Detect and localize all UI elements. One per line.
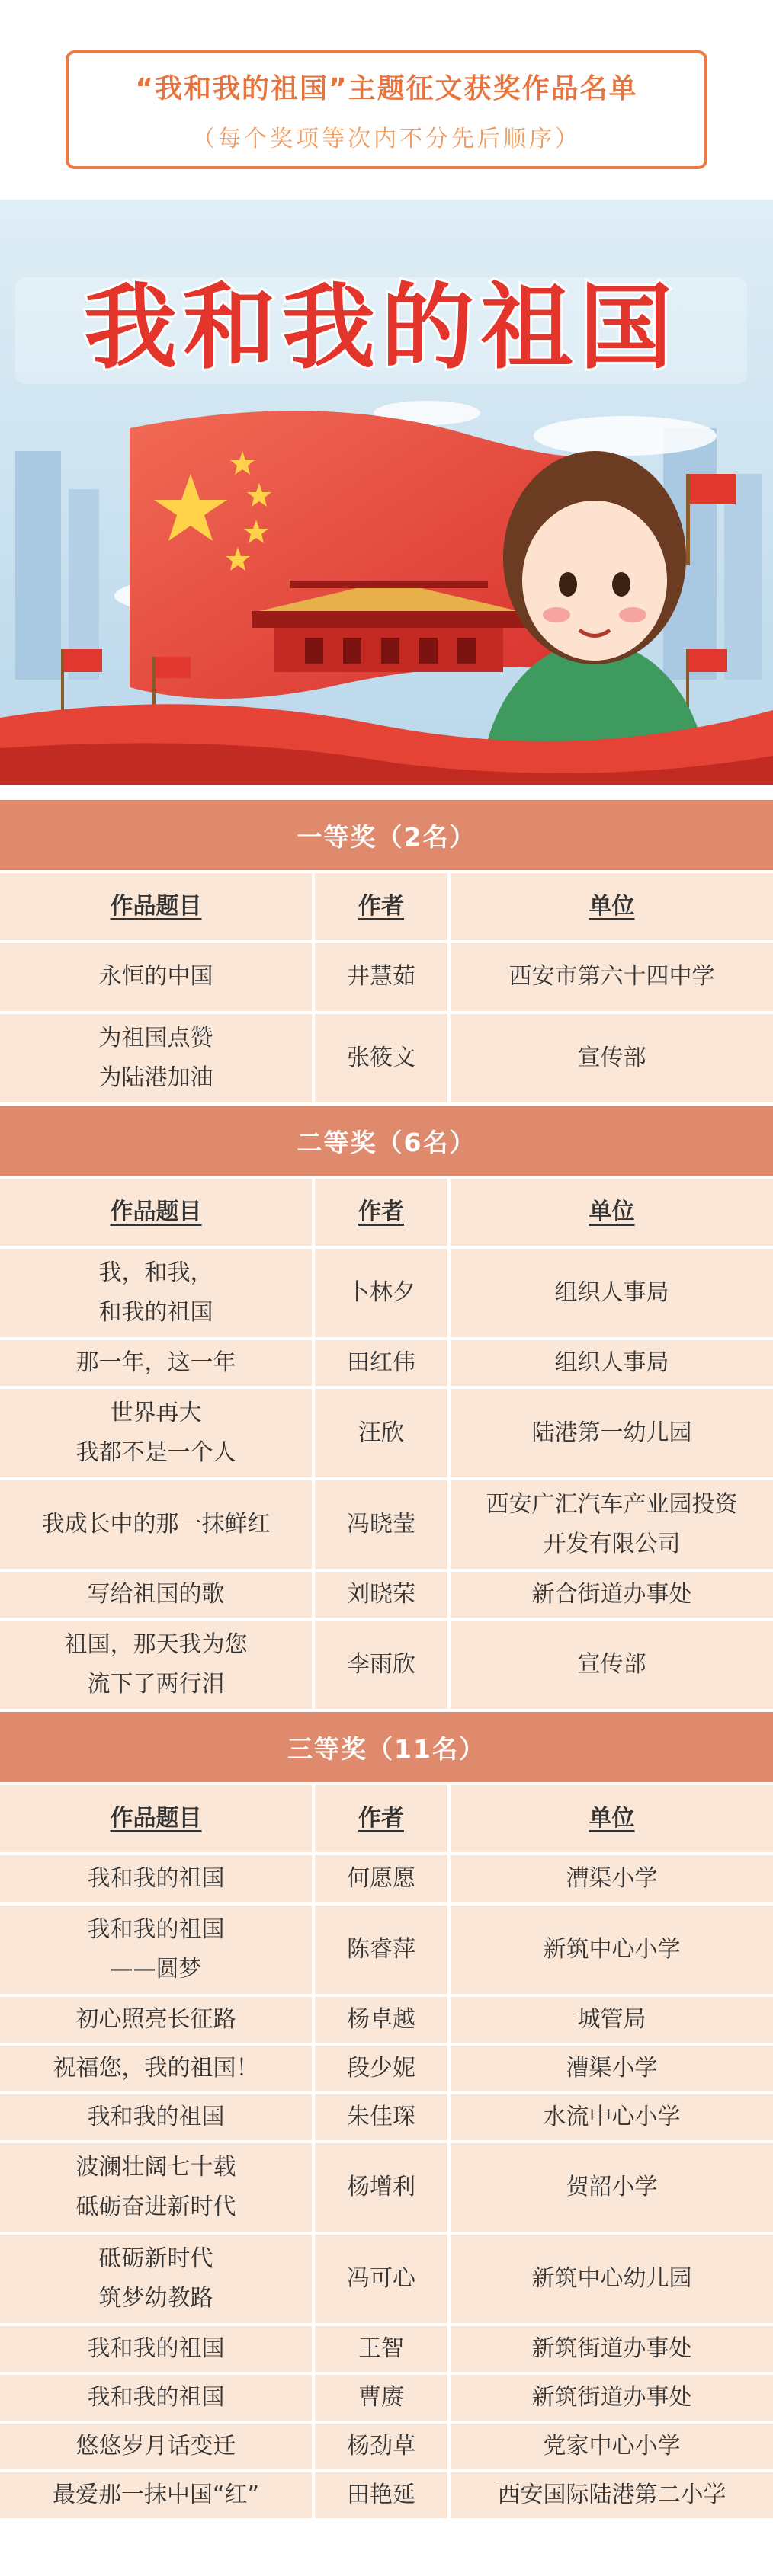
table-header-row bbox=[0, 1179, 773, 1249]
table-row bbox=[0, 2235, 773, 2326]
table-row bbox=[0, 2375, 773, 2424]
cell-title: 砥砺新时代 筑梦幼教路 bbox=[0, 2235, 315, 2323]
table-header-row bbox=[0, 873, 773, 943]
cell-author: 卜林夕 bbox=[315, 1249, 451, 1337]
cell-unit: 水流中心小学 bbox=[451, 2094, 773, 2140]
cell-unit: 漕渠小学 bbox=[451, 2046, 773, 2091]
cell-author: 刘晓荣 bbox=[315, 1572, 451, 1618]
table-header-row bbox=[0, 1785, 773, 1855]
table-row bbox=[0, 2326, 773, 2375]
awards-list bbox=[0, 800, 773, 2521]
cell-title: 最爱那一抹中国“红” bbox=[0, 2472, 315, 2518]
table-row bbox=[0, 2472, 773, 2521]
table-row bbox=[0, 1014, 773, 1106]
cell-author: 井慧茹 bbox=[315, 943, 451, 1011]
column-header-title: 作品题目 bbox=[0, 1179, 315, 1246]
cell-title: 那一年，这一年 bbox=[0, 1340, 315, 1386]
table-row bbox=[0, 1572, 773, 1621]
cell-title: 波澜壮阔七十载 砥砺奋进新时代 bbox=[0, 2143, 315, 2232]
cell-author: 王智 bbox=[315, 2326, 451, 2372]
cell-unit: 西安广汇汽车产业园投资 开发有限公司 bbox=[451, 1480, 773, 1569]
cell-title: 我和我的祖国 bbox=[0, 2094, 315, 2140]
table-row bbox=[0, 1906, 773, 1997]
cell-unit: 西安市第六十四中学 bbox=[451, 943, 773, 1011]
column-header-author: 作者 bbox=[315, 1785, 451, 1852]
banner-illustration bbox=[0, 200, 773, 785]
column-header-title: 作品题目 bbox=[0, 1785, 315, 1852]
cell-author: 朱佳琛 bbox=[315, 2094, 451, 2140]
page-subtitle: （每个奖项等次内不分先后顺序） bbox=[192, 125, 581, 152]
cell-author: 李雨欣 bbox=[315, 1621, 451, 1709]
cell-unit: 新筑中心幼儿园 bbox=[451, 2235, 773, 2323]
cell-unit: 陆港第一幼儿园 bbox=[451, 1389, 773, 1477]
table-row bbox=[0, 2046, 773, 2094]
cell-author: 曹赓 bbox=[315, 2375, 451, 2421]
cell-author: 杨劲草 bbox=[315, 2424, 451, 2469]
cell-title: 我成长中的那一抹鲜红 bbox=[0, 1480, 315, 1569]
cell-unit: 组织人事局 bbox=[451, 1249, 773, 1337]
cell-title: 写给祖国的歌 bbox=[0, 1572, 315, 1618]
column-header-title: 作品题目 bbox=[0, 873, 315, 940]
column-header-author: 作者 bbox=[315, 873, 451, 940]
table-row bbox=[0, 2094, 773, 2143]
cell-title: 初心照亮长征路 bbox=[0, 1997, 315, 2043]
column-header-unit: 单位 bbox=[451, 1785, 773, 1852]
banner-artwork bbox=[0, 200, 773, 785]
table-row bbox=[0, 1340, 773, 1389]
cell-title: 永恒的中国 bbox=[0, 943, 315, 1011]
cell-unit: 宣传部 bbox=[451, 1014, 773, 1102]
cell-unit: 新筑街道办事处 bbox=[451, 2326, 773, 2372]
cell-author: 杨增利 bbox=[315, 2143, 451, 2232]
cell-unit: 新筑街道办事处 bbox=[451, 2375, 773, 2421]
cell-title: 我和我的祖国 bbox=[0, 1855, 315, 1902]
cell-title: 祖国，那天我为您 流下了两行泪 bbox=[0, 1621, 315, 1709]
cell-author: 杨卓越 bbox=[315, 1997, 451, 2043]
cell-unit: 新筑中心小学 bbox=[451, 1906, 773, 1994]
cell-title: 我和我的祖国 bbox=[0, 2375, 315, 2421]
section-first-prize: 一等奖（2名） bbox=[0, 800, 773, 873]
cell-unit: 组织人事局 bbox=[451, 1340, 773, 1386]
cell-unit: 新合街道办事处 bbox=[451, 1572, 773, 1618]
cell-unit: 城管局 bbox=[451, 1997, 773, 2043]
cell-title: 悠悠岁月话变迁 bbox=[0, 2424, 315, 2469]
cell-unit: 党家中心小学 bbox=[451, 2424, 773, 2469]
header-box bbox=[66, 50, 707, 169]
cell-author: 张筱文 bbox=[315, 1014, 451, 1102]
cell-title: 我和我的祖国 ——圆梦 bbox=[0, 1906, 315, 1994]
table-row bbox=[0, 1480, 773, 1572]
page-title: “我和我的祖国”主题征文获奖作品名单 bbox=[135, 72, 638, 104]
cell-author: 何愿愿 bbox=[315, 1855, 451, 1902]
section-second-prize: 二等奖（6名） bbox=[0, 1106, 773, 1179]
section-third-prize: 三等奖（11名） bbox=[0, 1712, 773, 1785]
table-row bbox=[0, 2424, 773, 2472]
column-header-unit: 单位 bbox=[451, 1179, 773, 1246]
cell-author: 田红伟 bbox=[315, 1340, 451, 1386]
banner-title: 我和我的祖国 bbox=[84, 274, 678, 382]
cell-author: 冯晓莹 bbox=[315, 1480, 451, 1569]
cell-unit: 宣传部 bbox=[451, 1621, 773, 1709]
cell-unit: 贺韶小学 bbox=[451, 2143, 773, 2232]
column-header-author: 作者 bbox=[315, 1179, 451, 1246]
cell-unit: 西安国际陆港第二小学 bbox=[451, 2472, 773, 2518]
cell-author: 陈睿萍 bbox=[315, 1906, 451, 1994]
cell-author: 汪欣 bbox=[315, 1389, 451, 1477]
cell-author: 田艳延 bbox=[315, 2472, 451, 2518]
cell-title: 世界再大 我都不是一个人 bbox=[0, 1389, 315, 1477]
table-row bbox=[0, 1621, 773, 1712]
table-row bbox=[0, 943, 773, 1014]
cell-unit: 漕渠小学 bbox=[451, 1855, 773, 1902]
table-row bbox=[0, 1389, 773, 1480]
table-row bbox=[0, 2143, 773, 2235]
column-header-unit: 单位 bbox=[451, 873, 773, 940]
cell-author: 冯可心 bbox=[315, 2235, 451, 2323]
cell-title: 我和我的祖国 bbox=[0, 2326, 315, 2372]
cell-title: 祝福您，我的祖国！ bbox=[0, 2046, 315, 2091]
table-row bbox=[0, 1997, 773, 2046]
cell-title: 为祖国点赞 为陆港加油 bbox=[0, 1014, 315, 1102]
cell-author: 段少妮 bbox=[315, 2046, 451, 2091]
table-row bbox=[0, 1249, 773, 1340]
table-row bbox=[0, 1855, 773, 1906]
cell-title: 我，和我， 和我的祖国 bbox=[0, 1249, 315, 1337]
